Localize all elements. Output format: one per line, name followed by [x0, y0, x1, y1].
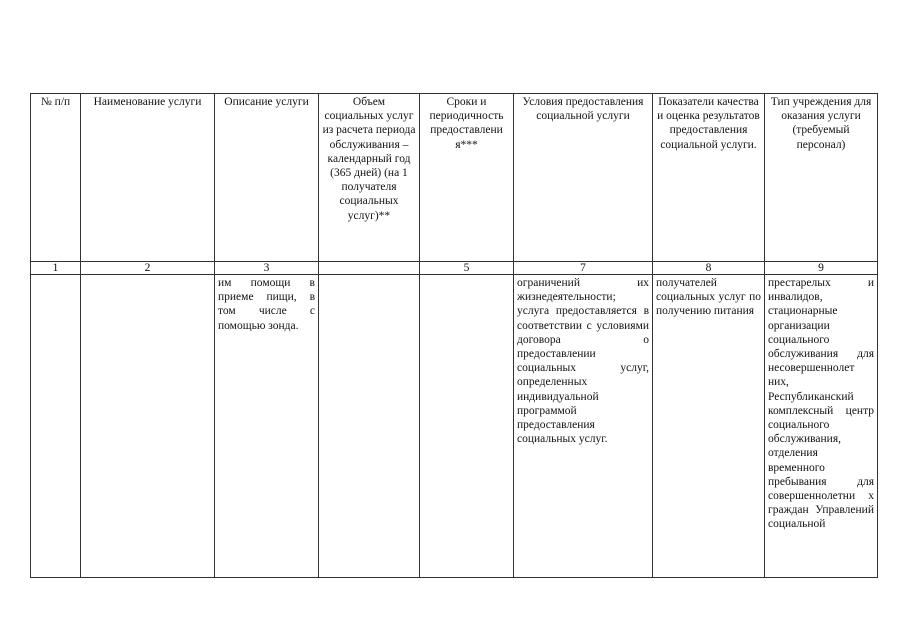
- table-row: [31, 275, 878, 578]
- header-row: [31, 94, 878, 262]
- cell-institution: престарелых и инвалидов, стационарные организации социального обслуживания для несовершеннолет них, Республиканский комплексный центр социального обслуживания, отделения временного пребывания для совершеннолетни х граждан Управлений социальной: [765, 275, 878, 578]
- header-conditions: Условия предоставления социальной услуги: [514, 94, 653, 262]
- header-quality-indicators: Показатели качества и оценка результатов предоставления социальной услуги.: [653, 94, 765, 262]
- cell-terms: [420, 275, 514, 578]
- header-service-description: Описание услуги: [215, 94, 319, 262]
- column-number: 2: [81, 262, 215, 275]
- cell-conditions: ограничений их жизнедеятельности; услуга предоставляется в соответствии с условиями договора о предоставлении социальных услуг, определенных индивидуальной программой предоставления социальных услуг.: [514, 275, 653, 578]
- cell-volume: [319, 275, 420, 578]
- cell-description: им помощи в приеме пищи, в том числе с помощью зонда.: [215, 275, 319, 578]
- column-number: 8: [653, 262, 765, 275]
- header-terms-periodicity: Сроки и периодичность предоставлени я***: [420, 94, 514, 262]
- header-number: № п/п: [31, 94, 81, 262]
- cell-number: [31, 275, 81, 578]
- cell-quality: получателей социальных услуг по получению питания: [653, 275, 765, 578]
- cell-service-name: [81, 275, 215, 578]
- column-number: 3: [215, 262, 319, 275]
- header-institution-type: Тип учреждения для оказания услуги (требуемый персонал): [765, 94, 878, 262]
- header-service-volume: Объем социальных услуг из расчета периода обслуживания – календарный год (365 дней) (на 1 получателя социальных услуг)**: [319, 94, 420, 262]
- column-number: 5: [420, 262, 514, 275]
- column-number: [319, 262, 420, 275]
- column-number: 9: [765, 262, 878, 275]
- header-service-name: Наименование услуги: [81, 94, 215, 262]
- services-table: [30, 93, 878, 578]
- column-number: 7: [514, 262, 653, 275]
- column-number: 1: [31, 262, 81, 275]
- column-number-row: [31, 262, 878, 275]
